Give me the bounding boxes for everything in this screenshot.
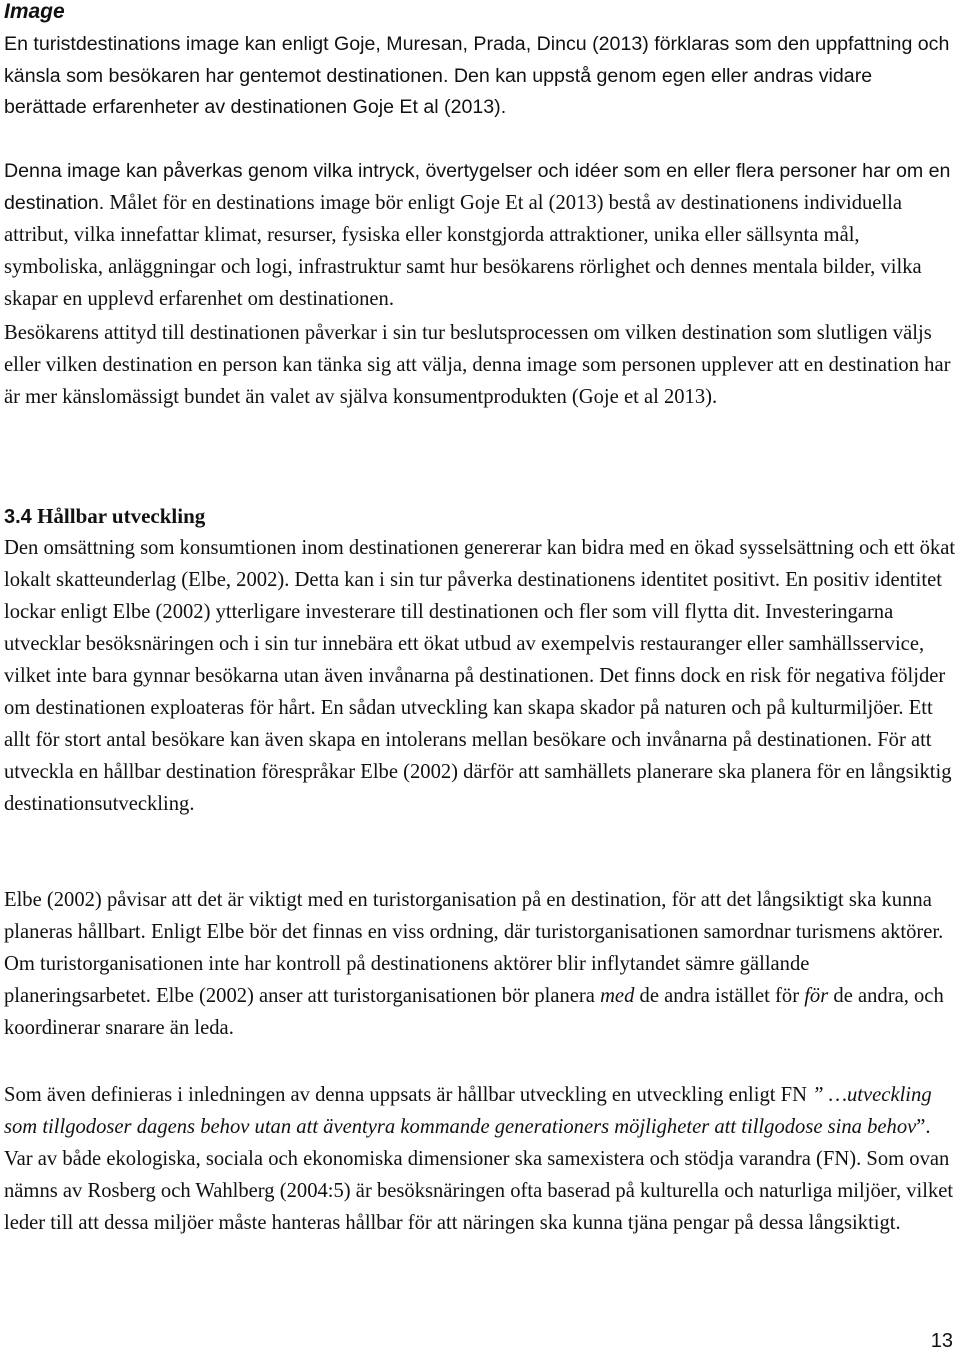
p5-emphasis-med: med: [600, 985, 635, 1007]
heading-section-number: 3.4: [4, 506, 32, 528]
p6-text-a: Som även definieras i inledningen av denna uppsats är hållbar utveckling en utveckling enligt FN: [4, 1084, 813, 1106]
p5-text-c: de andra, och koordinerar snarare än leda.: [4, 985, 944, 1039]
heading-section-3-4: [4, 500, 205, 533]
heading-image: Image: [4, 0, 65, 23]
p5-text-b: de andra istället för: [634, 985, 805, 1007]
paragraph-un-definition: [4, 1079, 956, 1239]
paragraph-image-influence-serif: Målet för en destinations image bör enligt Goje Et al (2013) bestå av destinationens individuella attribut, vilka innefattar klimat, resurser, fysiska eller konstgjorda attraktioner, unika eller sällsynta mål, symboliska, anläggningar och logi, infrastruktur samt hur besökarens rörlighet och dennes mentala bilder, vilka skapar en upplevd erfarenhet om destinationen.: [4, 192, 922, 310]
paragraph-image-definition: En turistdestinations image kan enligt Goje, Muresan, Prada, Dincu (2013) förklaras som den uppfattning och känsla som besökaren har gentemot destinationen. Den kan uppstå genom egen eller andras vidare berättade erfarenheter av destinationen Goje Et al (2013).: [4, 33, 950, 118]
paragraph-tourism-organisation: [4, 884, 956, 1044]
paragraph-sustainable-turnover: Den omsättning som konsumtionen inom destinationen genererar kan bidra med en ökad sysselsättning och ett ökat lokalt skatteunderlag (Elbe, 2002). Detta kan i sin tur påverka destinationens identitet positivt. En positiv identitet lockar enligt Elbe (2002) ytterligare investerare till destinationen och fler som vill flytta dit. Investeringarna utvecklar besöksnäringen och i sin tur innebära ett ökat utbud av exempelvis restauranger eller samhällsservice, vilket inte bara gynnar besökarna utan även invånarna på destinationen. Det finns dock en risk för negativa följder om destinationen exploateras för hårt. En sådan utveckling kan skapa skador på naturen och på kulturmiljöer. Ett allt för stort antal besökare kan även skapa en intolerans mellan besökare och invånarna på destinationen. För att utveckla en hållbar destination förespråkar Elbe (2002) därför att samhällets planerare ska planera för en långsiktig destinationsutveckling.: [4, 537, 956, 815]
page-number: 13: [930, 1330, 953, 1352]
document-page: [4, 0, 956, 1234]
paragraph-visitor-attitude: Besökarens attityd till destinationen påverkar i sin tur beslutsprocessen om vilken destination som slutligen väljs eller vilken destination en person kan tänka sig att välja, denna image som personen upplever att en destination har är mer känslomässigt bundet än valet av själva konsumentprodukten (Goje et al 2013).: [4, 322, 951, 408]
p5-text-a: Elbe (2002) påvisar att det är viktigt med en turistorganisation på en destination, för att det långsiktigt ska kunna planeras hållbart. Enligt Elbe bör det finnas en viss ordning, där turistorganisationen samordnar turismens aktörer. Om turistorganisationen inte har kontroll på destinationens aktörer blir inflytandet sämre gällande planeringsarbetet. Elbe (2002) anser att turistorganisationen bör planera: [4, 889, 944, 1007]
p6-quote: ” …utveckling som tillgodoser dagens behov utan att äventyra kommande generationers möjligheter att tillgodose sina behov: [4, 1084, 932, 1138]
p6-text-b: ”. Var av både ekologiska, sociala och ekonomiska dimensioner ska samexistera och stödja varandra (FN). Som ovan nämns av Rosberg och Wahlberg (2004:5) är besöksnäringen ofta baserad på kulturella och naturliga miljöer, vilket leder till att dessa miljöer måste hanteras hållbar för att näringen ska kunna tjäna pengar på dessa långsiktigt.: [4, 1116, 954, 1234]
p5-emphasis-for: för: [804, 985, 829, 1007]
paragraph-image-influence: [4, 155, 956, 315]
paragraph-image-influence-sans: Denna image kan påverkas genom vilka intryck, övertygelser och idéer som en eller flera personer har om en destination.: [4, 160, 951, 214]
heading-section-title: Hållbar utveckling: [31, 504, 206, 528]
